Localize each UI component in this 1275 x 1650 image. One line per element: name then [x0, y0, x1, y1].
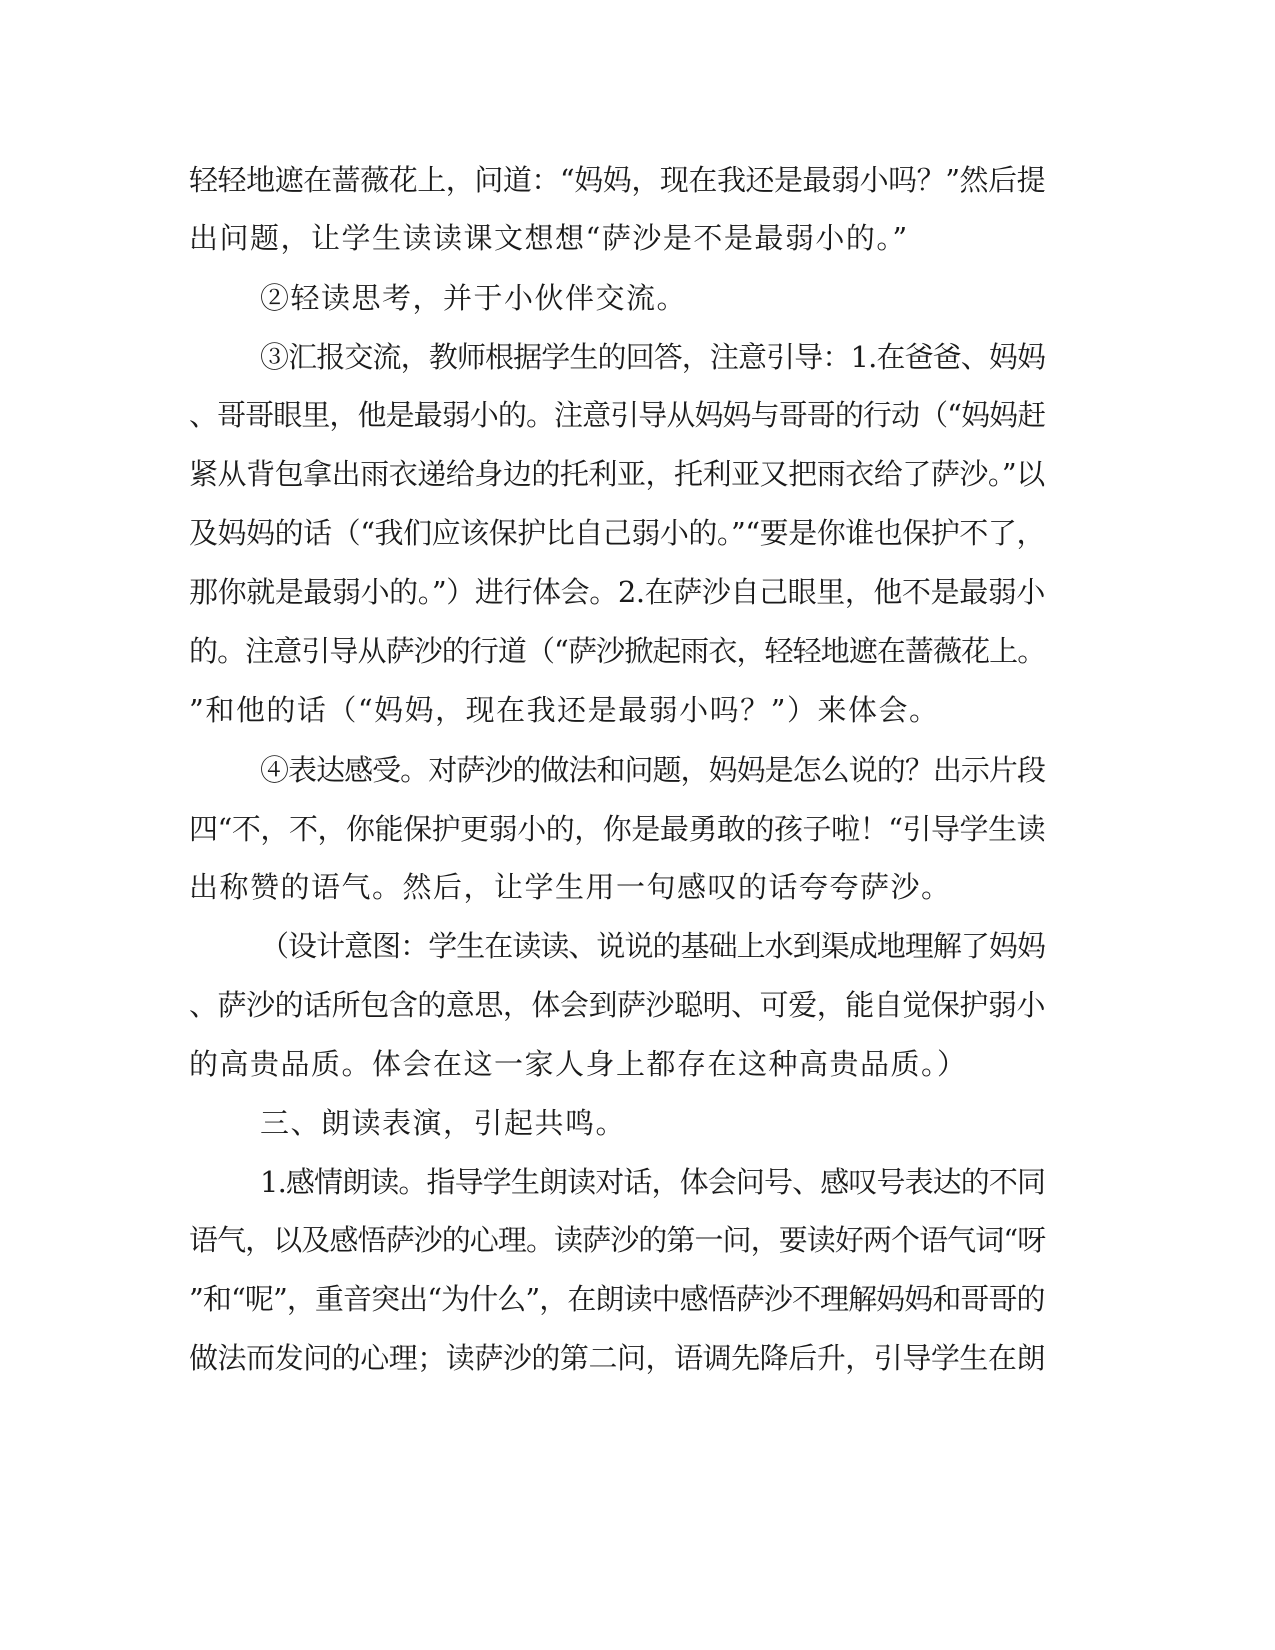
text-line: 轻轻地遮在蔷薇花上，问道：“妈妈，现在我还是最弱小吗？”然后提: [189, 163, 1046, 197]
text-line: ”和他的话（“妈妈，现在我还是最弱小吗？”）来体会。: [189, 693, 940, 727]
text-line: 出问题，让学生读读课文想想“萨沙是不是最弱小的。”: [189, 221, 909, 255]
text-line: （设计意图：学生在读读、说说的基础上水到渠成地理解了妈妈: [260, 929, 1046, 963]
text-line: 及妈妈的话（“我们应该保护比自己弱小的。”“要是你谁也保护不了，: [189, 516, 1045, 550]
text-line: 紧从背包拿出雨衣递给身边的托利亚，托利亚又把雨衣给了萨沙。”以: [189, 457, 1045, 491]
text-line: 出称赞的语气。然后，让学生用一句感叹的话夸夸萨沙。: [189, 870, 952, 904]
text-line: ③汇报交流，教师根据学生的回答，注意引导：1.在爸爸、妈妈: [260, 340, 1046, 374]
text-line: 四“不，不，你能保护更弱小的，你是最勇敢的孩子啦！“引导学生读: [189, 812, 1046, 846]
text-line: 语气，以及感悟萨沙的心理。读萨沙的第一问，要读好两个语气词“呀: [189, 1223, 1046, 1257]
text-line: 那你就是最弱小的。”）进行体会。2.在萨沙自己眼里，他不是最弱小: [189, 575, 1045, 609]
text-line: 做法而发问的心理；读萨沙的第二问，语调先降后升，引导学生在朗: [189, 1341, 1046, 1375]
section-heading: 三、朗读表演，引起共鸣。: [260, 1106, 627, 1140]
text-line: 的。注意引导从萨沙的行道（“萨沙掀起雨衣，轻轻地遮在蔷薇花上。: [189, 634, 1046, 668]
text-line: ”和“呢”，重音突出“为什么”，在朗读中感悟萨沙不理解妈妈和哥哥的: [189, 1282, 1045, 1316]
text-line: 、萨沙的话所包含的意思，体会到萨沙聪明、可爱，能自觉保护弱小: [189, 988, 1046, 1022]
text-line: ④表达感受。对萨沙的做法和问题，妈妈是怎么说的？出示片段: [260, 753, 1046, 787]
text-line: ②轻读思考，并于小伙伴交流。: [260, 281, 688, 315]
text-line: 、哥哥眼里，他是最弱小的。注意引导从妈妈与哥哥的行动（“妈妈赶: [189, 398, 1046, 432]
text-line: 1.感情朗读。指导学生朗读对话，体会问号、感叹号表达的不同: [260, 1165, 1046, 1199]
text-line: 的高贵品质。体会在这一家人身上都存在这种高贵品质。）: [189, 1047, 968, 1081]
